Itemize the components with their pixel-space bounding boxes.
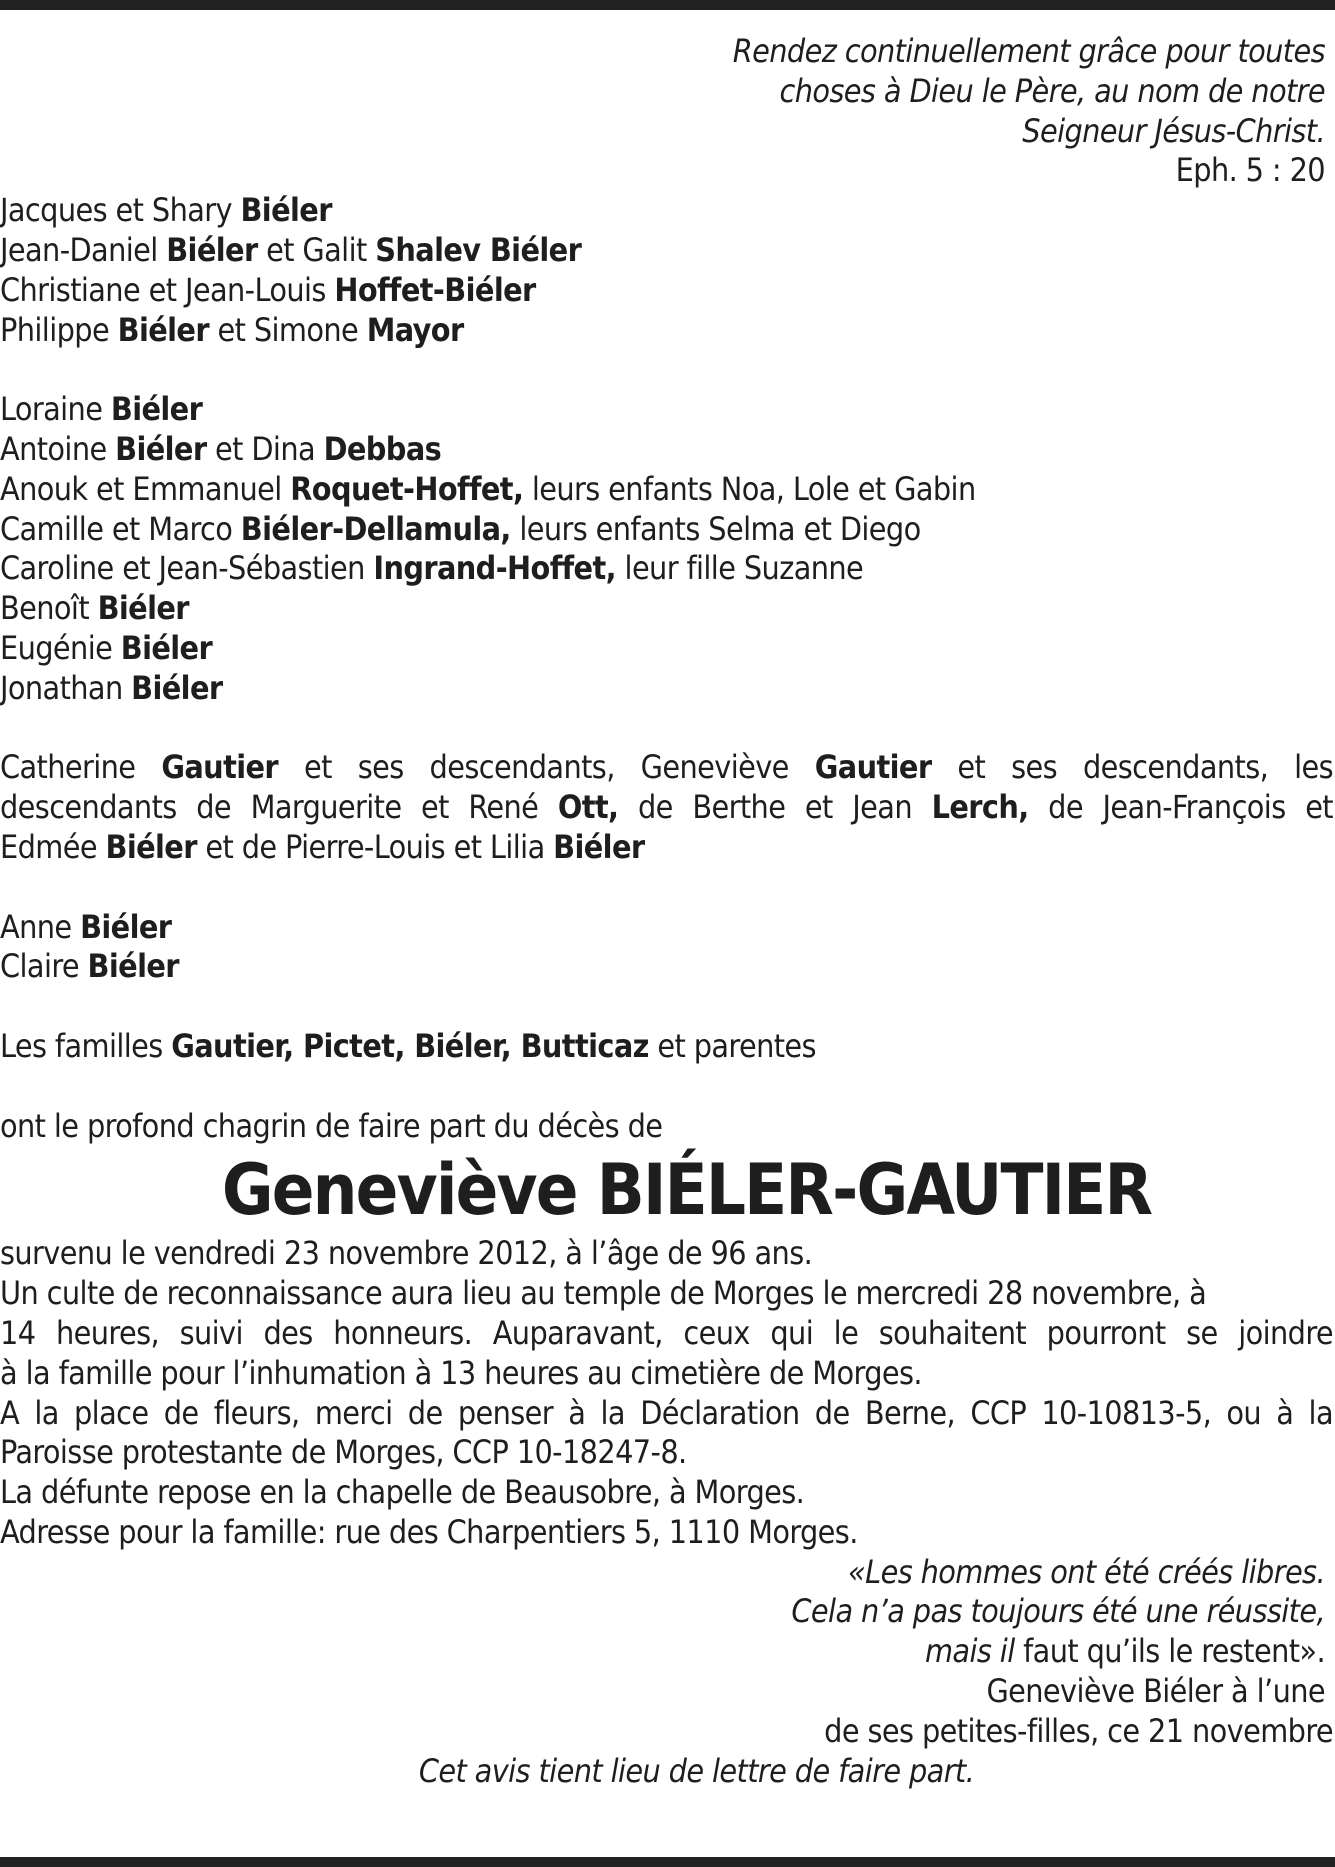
family-text: Anouk et Emmanuel xyxy=(0,469,291,508)
bottom-border-rule xyxy=(0,1857,1335,1867)
family-surname: Biéler xyxy=(240,191,332,230)
family-line xyxy=(0,510,1333,550)
families-surnames: Gautier, Pictet, Biéler, Butticaz xyxy=(171,1026,649,1065)
paragraph-text: et ses descendants, Geneviève xyxy=(278,748,815,787)
family-surname: Biéler xyxy=(166,230,258,269)
paragraph-text: descendants de Marguerite et René xyxy=(0,788,558,827)
family-surname: Biéler xyxy=(97,589,189,628)
footer-note: Cet avis tient lieu de lettre de faire part. xyxy=(418,1751,975,1790)
family-line xyxy=(0,629,1333,669)
family-surname: Debbas xyxy=(323,429,442,468)
family-surname: Biéler xyxy=(87,947,179,986)
quote-attribution: Geneviève Biéler à l’une xyxy=(986,1672,1325,1711)
family-surname: Biéler xyxy=(117,310,209,349)
epigraph-line: Rendez continuellement grâce pour toutes xyxy=(732,32,1325,70)
family-surname: Ingrand-Hoffet, xyxy=(373,549,616,588)
paragraph-text: et de Pierre-Louis et Lilia xyxy=(196,827,554,866)
family-line xyxy=(0,470,1333,510)
family-line xyxy=(0,430,1333,470)
details-line: A la place de fleurs, merci de penser à la Déclaration de Berne, CCP 10-10813-5, ou à la xyxy=(0,1393,1333,1432)
family-line xyxy=(0,589,1333,629)
top-border-rule xyxy=(0,0,1335,10)
family-text: Jean-Daniel xyxy=(0,230,167,269)
family-line xyxy=(0,271,1333,311)
family-text: Caroline et Jean-Sébastien xyxy=(0,549,374,588)
family-text: leur fille Suzanne xyxy=(616,549,864,588)
epigraph-reference: Eph. 5 : 20 xyxy=(1175,151,1325,190)
spacer xyxy=(0,987,1333,1027)
family-group-children xyxy=(0,191,1333,350)
family-text: Benoît xyxy=(0,589,98,628)
families-text: et parentes xyxy=(648,1026,816,1065)
family-surname: Biéler-Dellamula, xyxy=(240,509,511,548)
family-text: Camille et Marco xyxy=(0,509,241,548)
family-line xyxy=(0,231,1333,271)
family-line xyxy=(0,908,1333,948)
family-surname: Biéler xyxy=(115,429,207,468)
epigraph-line: Seigneur Jésus-Christ. xyxy=(1022,111,1325,150)
family-surname: Hoffet-Biéler xyxy=(334,270,536,309)
spacer xyxy=(0,709,1333,749)
paragraph-line xyxy=(0,828,1333,868)
family-text: et Dina xyxy=(206,429,324,468)
family-text: Philippe xyxy=(0,310,118,349)
family-line xyxy=(0,947,1333,987)
spacer xyxy=(0,1067,1333,1107)
family-group-siblings xyxy=(0,908,1333,988)
family-group-grandchildren xyxy=(0,390,1333,708)
paragraph-surname: Lerch, xyxy=(931,788,1029,827)
family-line xyxy=(0,390,1333,430)
family-text: Eugénie xyxy=(0,628,121,667)
paragraph-surname: Gautier xyxy=(161,748,279,787)
family-text: Jacques et Shary xyxy=(0,191,241,230)
details-justified xyxy=(0,1394,1333,1434)
paragraph-text: de Jean-François et xyxy=(1028,788,1333,827)
family-surname: Biéler xyxy=(110,390,203,429)
family-line xyxy=(0,311,1333,351)
family-text: Antoine xyxy=(0,429,116,468)
family-surname: Biéler xyxy=(120,628,213,667)
details-line: La défunte repose en la chapelle de Beausobre, à Morges. xyxy=(0,1473,805,1512)
paragraph-line xyxy=(0,748,1333,788)
family-text: et Simone xyxy=(208,310,367,349)
paragraph-line xyxy=(0,788,1333,828)
spacer xyxy=(0,868,1333,908)
paragraph-surname: Biéler xyxy=(105,827,197,866)
family-surname: Roquet-Hoffet, xyxy=(290,469,524,508)
details-line: à la famille pour l’inhumation à 13 heures au cimetière de Morges. xyxy=(0,1353,922,1392)
family-text: leurs enfants Noa, Lole et Gabin xyxy=(523,469,976,508)
details-line: Un culte de reconnaissance aura lieu au temple de Morges le mercredi 28 novembre, à xyxy=(0,1274,1207,1313)
epigraph xyxy=(0,32,1333,191)
paragraph-surname: Ott, xyxy=(557,788,619,827)
family-text: Loraine xyxy=(0,390,111,429)
family-surname: Mayor xyxy=(366,310,464,349)
family-surname: Shalev Biéler xyxy=(375,230,582,269)
family-text: Claire xyxy=(0,947,88,986)
paragraph-text: et ses descendants, les xyxy=(931,748,1333,787)
details-line: Paroisse protestante de Morges, CCP 10-18247-8. xyxy=(0,1433,687,1472)
spacer xyxy=(0,350,1333,390)
families-line xyxy=(0,1027,1333,1067)
family-text: Christiane et Jean-Louis xyxy=(0,270,335,309)
deceased-name: Geneviève BIÉLER-GAUTIER xyxy=(221,1149,1152,1232)
ceremony-details xyxy=(0,1234,1333,1552)
paragraph-surname: Biéler xyxy=(553,827,645,866)
descendants-paragraph xyxy=(0,748,1333,867)
quote-line: Cela n’a pas toujours été une réussite, xyxy=(791,1592,1325,1631)
paragraph-text: Edmée xyxy=(0,827,106,866)
details-line: Adresse pour la famille: rue des Charpentiers 5, 1110 Morges. xyxy=(0,1512,858,1551)
paragraph-text: Catherine xyxy=(0,748,162,787)
quote-text: mais il xyxy=(924,1632,1015,1671)
epigraph-line: choses à Dieu le Père, au nom de notre xyxy=(779,71,1325,110)
announcement-line: ont le profond chagrin de faire part du décès de xyxy=(0,1106,663,1145)
details-line: survenu le vendredi 23 novembre 2012, à l’âge de 96 ans. xyxy=(0,1234,813,1273)
quote-line xyxy=(0,1632,1325,1672)
families-text: Les familles xyxy=(0,1026,172,1065)
family-line xyxy=(0,191,1333,231)
family-text: Anne xyxy=(0,907,81,946)
family-text: Jonathan xyxy=(0,668,132,707)
family-surname: Biéler xyxy=(80,907,172,946)
paragraph-surname: Gautier xyxy=(814,748,932,787)
family-text: leurs enfants Selma et Diego xyxy=(510,509,921,548)
closing-quote xyxy=(0,1553,1333,1752)
family-line xyxy=(0,549,1333,589)
quote-line: «Les hommes ont été créés libres. xyxy=(847,1552,1325,1591)
details-line: 14 heures, suivi des honneurs. Auparavant, ceux qui le souhaitent pourront se joindre xyxy=(0,1313,1333,1352)
quote-text: faut qu’ils le restent». xyxy=(1014,1632,1325,1671)
family-surname: Biéler xyxy=(131,668,223,707)
obituary-notice xyxy=(0,32,1333,1791)
details-justified xyxy=(0,1314,1333,1354)
quote-attribution: de ses petites-filles, ce 21 novembre xyxy=(824,1711,1333,1750)
family-line xyxy=(0,669,1333,709)
paragraph-text: de Berthe et Jean xyxy=(618,788,932,827)
family-text: et Galit xyxy=(257,230,376,269)
